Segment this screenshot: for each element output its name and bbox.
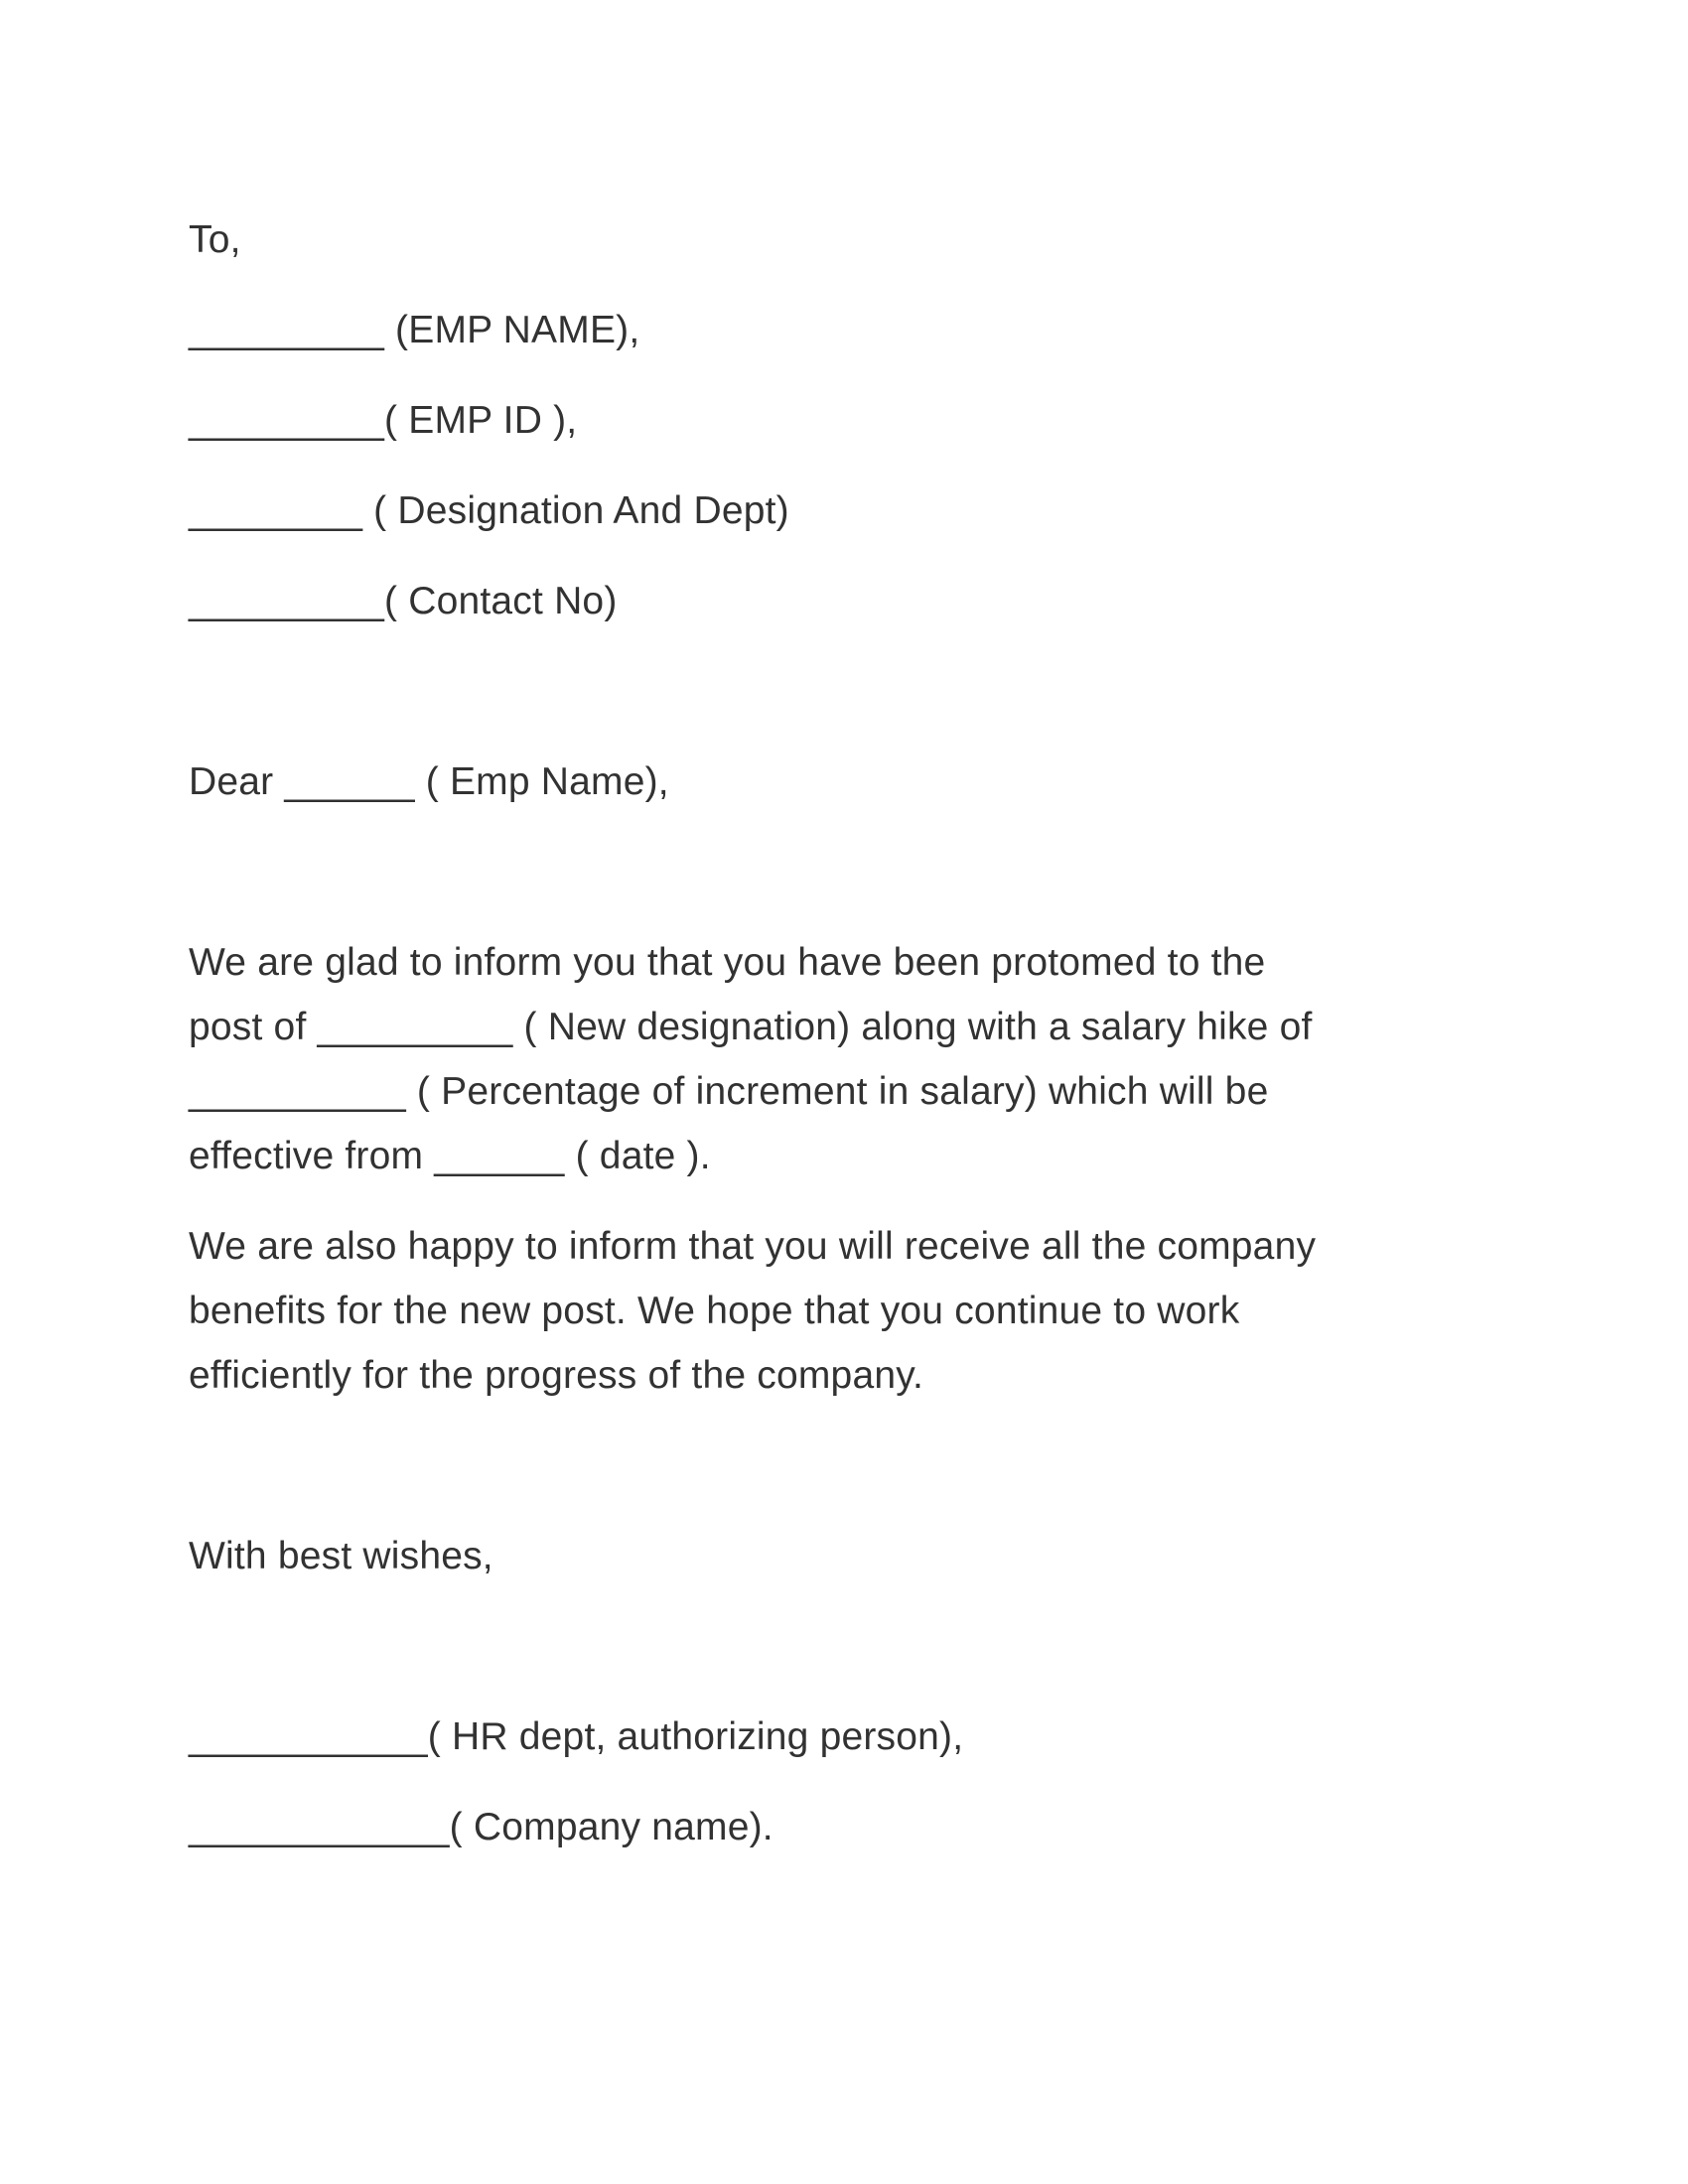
blank-paragraph xyxy=(189,659,1519,750)
emp-name-blank-line: _________ (EMP NAME), xyxy=(189,309,640,351)
hr-signature-blank-line: ___________( HR dept, authorizing person), xyxy=(189,1715,964,1758)
contact-blank-line: _________( Contact No) xyxy=(189,580,618,622)
text-line: __________ ( Percentage of increment in salary) which will be xyxy=(189,1070,1269,1113)
emp-id-blank-line: _________( EMP ID ), xyxy=(189,399,578,442)
text-line: effective from ______ ( date ). xyxy=(189,1135,711,1177)
blank-paragraph xyxy=(189,1433,1519,1524)
text-line: We are glad to inform you that you have been protomed to the xyxy=(189,941,1266,984)
paragraph-promotion xyxy=(189,930,1519,1188)
regards-line: With best wishes, xyxy=(189,1535,493,1577)
text-line: efficiently for the progress of the company. xyxy=(189,1354,924,1397)
salutation-line: Dear ______ ( Emp Name), xyxy=(189,760,669,803)
text-line: post of _________ ( New designation) along with a salary hike of xyxy=(189,1006,1313,1048)
text-line: benefits for the new post. We hope that you continue to work xyxy=(189,1290,1240,1332)
blank-paragraph xyxy=(189,1614,1519,1705)
designation-blank-line: ________ ( Designation And Dept) xyxy=(189,489,789,532)
paragraph-benefits xyxy=(189,1214,1519,1408)
text-line: We are also happy to inform that you will receive all the company xyxy=(189,1225,1317,1268)
to-line: To, xyxy=(189,218,241,261)
blank-paragraph xyxy=(189,840,1519,930)
company-signature-blank-line: ____________( Company name). xyxy=(189,1806,774,1848)
